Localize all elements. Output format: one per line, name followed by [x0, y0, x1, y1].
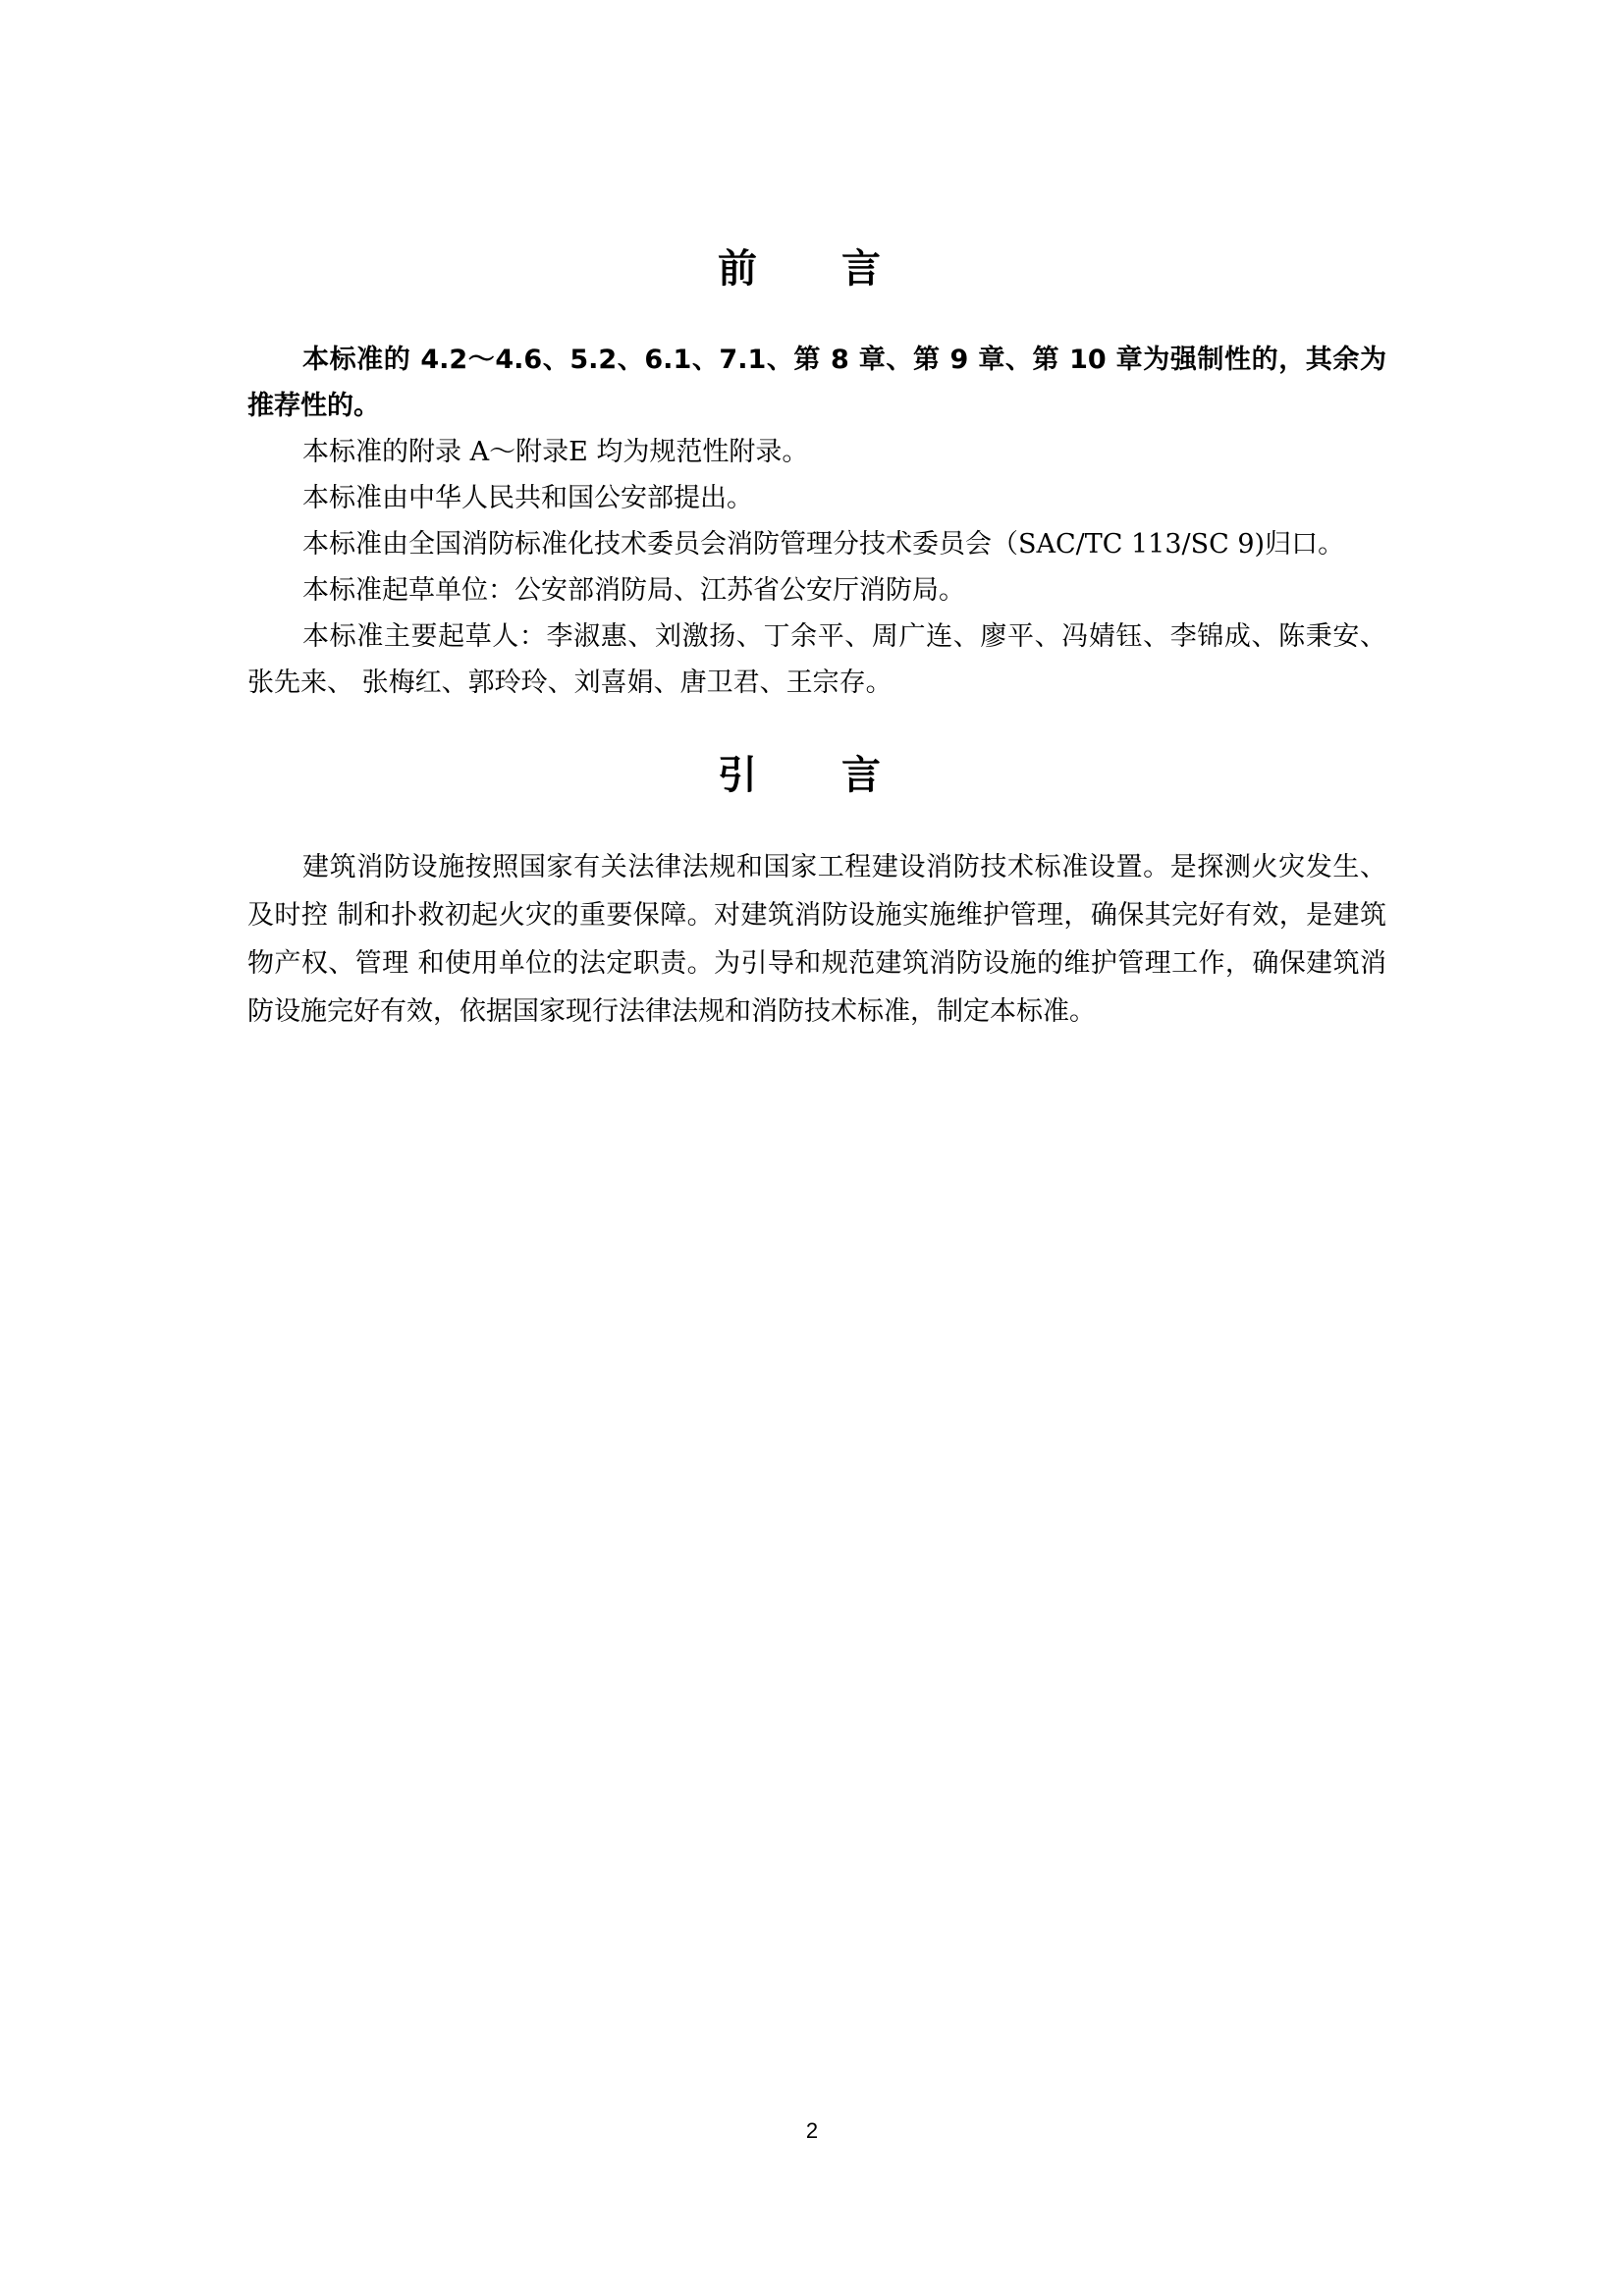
foreword-section	[247, 337, 1386, 706]
introduction-section	[247, 843, 1386, 1036]
foreword-title: 前 言	[718, 246, 916, 292]
foreword-paragraph-drafting-units: 本标准起草单位：公安部消防局、江苏省公安厅消防局。	[302, 575, 965, 606]
foreword-paragraph-proposer: 本标准由中华人民共和国公安部提出。	[302, 483, 753, 513]
page-number: 2	[805, 2118, 819, 2143]
foreword-paragraph-appendix: 本标准的附录 A～附录E 均为规范性附录。	[302, 437, 809, 467]
introduction-paragraph: 建筑消防设施按照国家有关法律法规和国家工程建设消防技术标准设置。是探测火灾发生、及时控 制和扑救初起火灾的重要保障。对建筑消防设施实施维护管理，确保其完好有效，是建筑物产权、管理 和使用单位的法定职责。为引导和规范建筑消防设施的维护管理工作，确保建筑消防设施完好有效，依据国家现行法律法规和消防技术标准，制定本标准。	[247, 852, 1386, 1027]
foreword-paragraph-mandatory: 本标准的 4.2～4.6、5.2、6.1、7.1、第 8 章、第 9 章、第 10 章为强制性的，其余为推荐性的。	[247, 345, 1386, 421]
introduction-title: 引 言	[718, 753, 916, 798]
foreword-paragraph-drafters: 本标准主要起草人：李淑惠、刘激扬、丁余平、周广连、廖平、冯婧钰、李锦成、陈秉安、张先来、 张梅红、郭玲玲、刘喜娟、唐卫君、王宗存。	[247, 621, 1386, 698]
foreword-paragraph-committee: 本标准由全国消防标准化技术委员会消防管理分技术委员会（SAC/TC 113/SC 9)归口。	[302, 529, 1345, 560]
